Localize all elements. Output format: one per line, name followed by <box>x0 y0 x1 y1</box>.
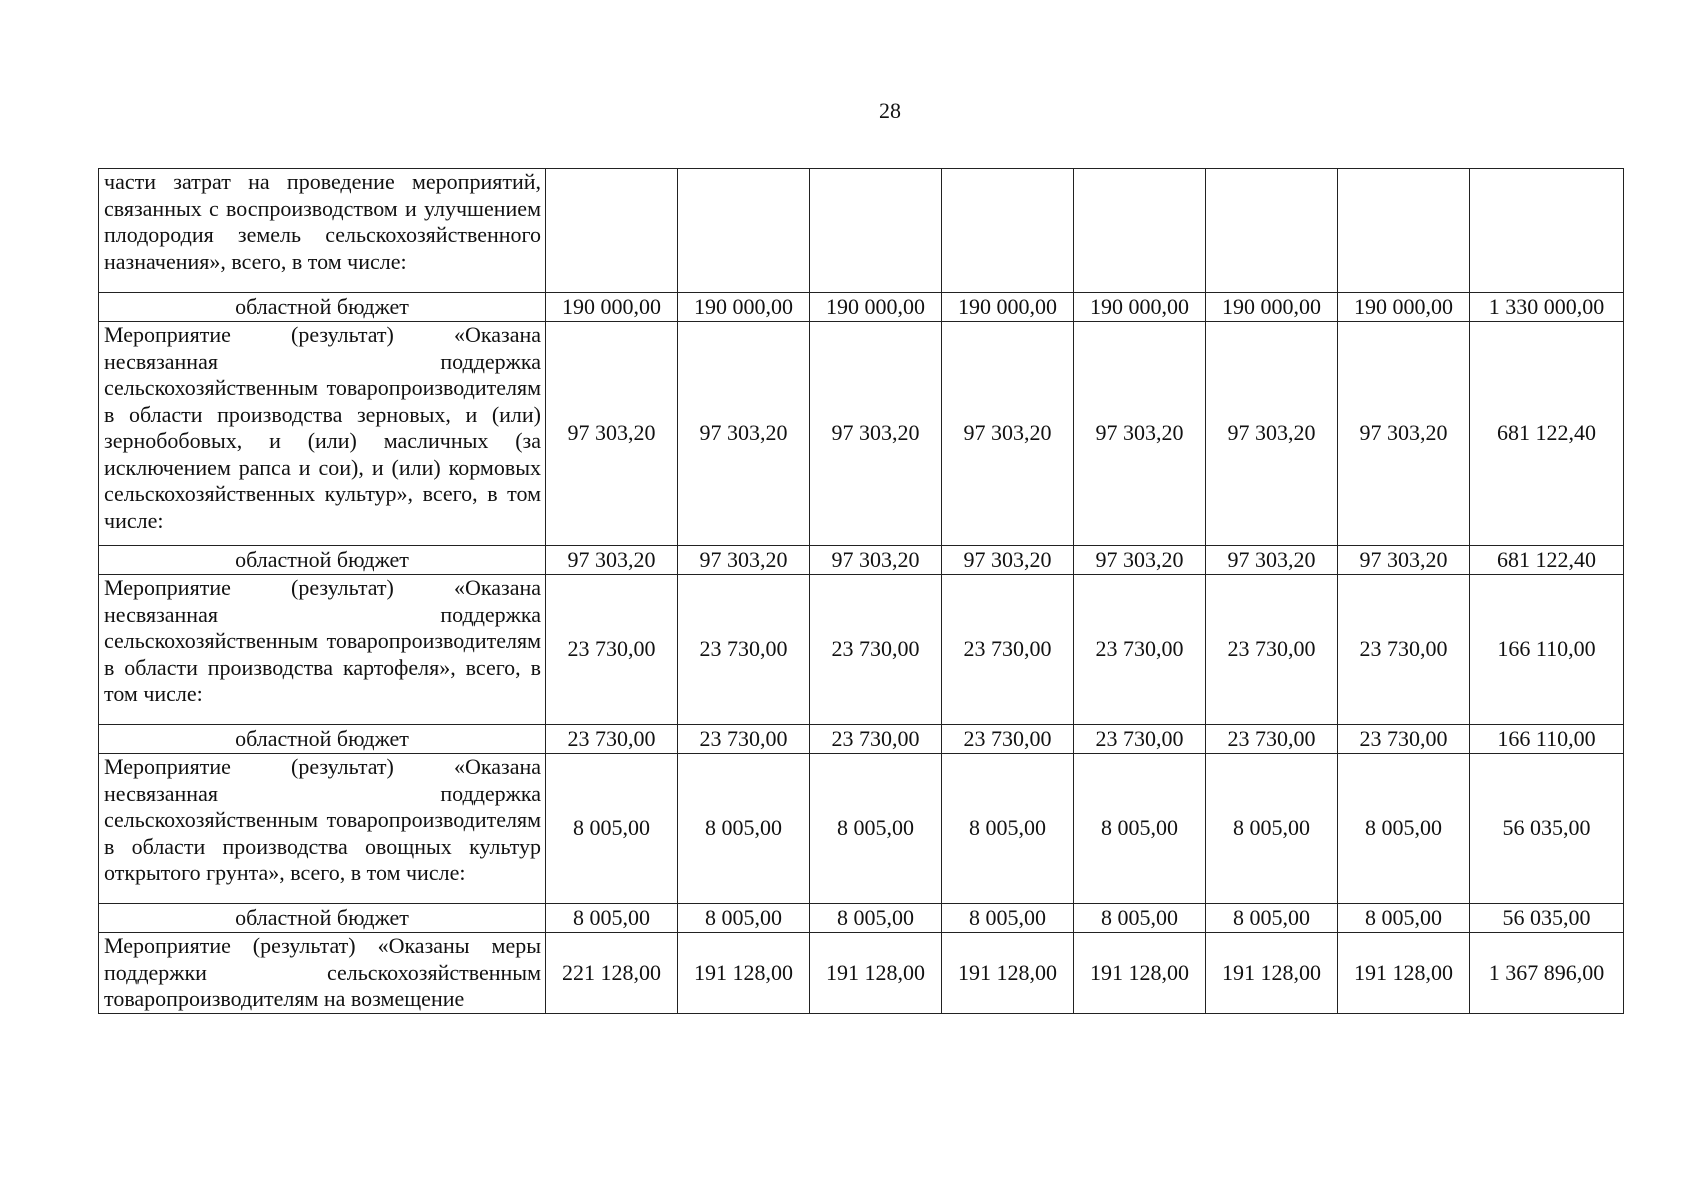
table-row-activity <box>99 754 1624 904</box>
total-value-cell: 1 367 896,00 <box>1470 933 1624 1014</box>
year-value-cell <box>1206 169 1338 293</box>
year-value-cell: 8 005,00 <box>1206 754 1338 904</box>
year-value-cell: 8 005,00 <box>546 754 678 904</box>
table-row-activity <box>99 575 1624 725</box>
year-value-cell <box>678 169 810 293</box>
total-value-cell: 681 122,40 <box>1470 546 1624 575</box>
year-value-cell: 97 303,20 <box>546 546 678 575</box>
year-value-cell: 8 005,00 <box>810 754 942 904</box>
year-value-cell: 23 730,00 <box>1338 725 1470 754</box>
page-number: 28 <box>879 98 901 123</box>
year-value-cell <box>546 169 678 293</box>
year-value-cell: 190 000,00 <box>810 293 942 322</box>
year-value-cell <box>810 169 942 293</box>
activity-description-cell: Мероприятие (результат) «Оказана несвязанная поддержка сельскохозяйственным товаропроизводителям в области производства овощных культур открытого грунта», всего, в том числе: <box>99 754 546 904</box>
year-value-cell <box>1074 169 1206 293</box>
year-value-cell: 97 303,20 <box>942 322 1074 546</box>
funding-source-cell: областной бюджет <box>99 725 546 754</box>
year-value-cell: 23 730,00 <box>546 575 678 725</box>
year-value-cell <box>1338 169 1470 293</box>
funding-source-cell: областной бюджет <box>99 546 546 575</box>
year-value-cell: 23 730,00 <box>1074 575 1206 725</box>
total-value-cell: 681 122,40 <box>1470 322 1624 546</box>
budget-table-body <box>99 169 1624 1014</box>
year-value-cell: 97 303,20 <box>678 546 810 575</box>
year-value-cell: 190 000,00 <box>1206 293 1338 322</box>
year-value-cell <box>942 169 1074 293</box>
year-value-cell: 23 730,00 <box>678 725 810 754</box>
year-value-cell: 97 303,20 <box>1206 322 1338 546</box>
year-value-cell: 97 303,20 <box>1074 546 1206 575</box>
year-value-cell: 190 000,00 <box>942 293 1074 322</box>
year-value-cell: 23 730,00 <box>546 725 678 754</box>
year-value-cell: 191 128,00 <box>1338 933 1470 1014</box>
year-value-cell: 23 730,00 <box>1206 575 1338 725</box>
table-row-activity <box>99 322 1624 546</box>
year-value-cell: 8 005,00 <box>1074 754 1206 904</box>
table-row-regional-budget <box>99 904 1624 933</box>
year-value-cell: 97 303,20 <box>1338 322 1470 546</box>
year-value-cell: 8 005,00 <box>678 904 810 933</box>
year-value-cell: 97 303,20 <box>810 546 942 575</box>
year-value-cell: 23 730,00 <box>942 725 1074 754</box>
year-value-cell: 97 303,20 <box>1206 546 1338 575</box>
year-value-cell: 8 005,00 <box>546 904 678 933</box>
year-value-cell: 191 128,00 <box>942 933 1074 1014</box>
total-value-cell: 166 110,00 <box>1470 575 1624 725</box>
funding-source-cell: областной бюджет <box>99 293 546 322</box>
total-value-cell <box>1470 169 1624 293</box>
year-value-cell: 190 000,00 <box>1338 293 1470 322</box>
table-row-activity <box>99 169 1624 293</box>
year-value-cell: 23 730,00 <box>678 575 810 725</box>
activity-description-cell: Мероприятие (результат) «Оказаны меры поддержки сельскохозяйственным товаропроизводителям на возмещение <box>99 933 546 1014</box>
year-value-cell: 97 303,20 <box>678 322 810 546</box>
year-value-cell: 191 128,00 <box>1074 933 1206 1014</box>
activity-description-cell: Мероприятие (результат) «Оказана несвязанная поддержка сельскохозяйственным товаропроизводителям в области производства картофеля», всего, в том числе: <box>99 575 546 725</box>
total-value-cell: 1 330 000,00 <box>1470 293 1624 322</box>
year-value-cell: 8 005,00 <box>1206 904 1338 933</box>
activity-description-cell: Мероприятие (результат) «Оказана несвязанная поддержка сельскохозяйственным товаропроизводителям в области производства зерновых, и (или) зернобобовых, и (или) масличных (за исключением рапса и сои), и (или) кормовых сельскохозяйственных культур», всего, в том числе: <box>99 322 546 546</box>
year-value-cell: 8 005,00 <box>1338 754 1470 904</box>
total-value-cell: 56 035,00 <box>1470 754 1624 904</box>
year-value-cell: 97 303,20 <box>810 322 942 546</box>
year-value-cell: 190 000,00 <box>678 293 810 322</box>
year-value-cell: 8 005,00 <box>810 904 942 933</box>
year-value-cell: 190 000,00 <box>1074 293 1206 322</box>
year-value-cell: 23 730,00 <box>1074 725 1206 754</box>
year-value-cell: 221 128,00 <box>546 933 678 1014</box>
year-value-cell: 97 303,20 <box>1338 546 1470 575</box>
year-value-cell: 23 730,00 <box>942 575 1074 725</box>
year-value-cell: 97 303,20 <box>1074 322 1206 546</box>
budget-table <box>98 168 1624 1014</box>
year-value-cell: 97 303,20 <box>546 322 678 546</box>
table-row-activity <box>99 933 1624 1014</box>
year-value-cell: 191 128,00 <box>678 933 810 1014</box>
year-value-cell: 8 005,00 <box>678 754 810 904</box>
table-row-regional-budget <box>99 293 1624 322</box>
year-value-cell: 8 005,00 <box>1074 904 1206 933</box>
year-value-cell: 8 005,00 <box>942 904 1074 933</box>
total-value-cell: 166 110,00 <box>1470 725 1624 754</box>
year-value-cell: 23 730,00 <box>1206 725 1338 754</box>
funding-source-cell: областной бюджет <box>99 904 546 933</box>
year-value-cell: 190 000,00 <box>546 293 678 322</box>
total-value-cell: 56 035,00 <box>1470 904 1624 933</box>
activity-description-cell: части затрат на проведение мероприятий, связанных с воспроизводством и улучшением плодородия земель сельскохозяйственного назначения», всего, в том числе: <box>99 169 546 293</box>
year-value-cell: 191 128,00 <box>1206 933 1338 1014</box>
year-value-cell: 23 730,00 <box>810 725 942 754</box>
year-value-cell: 191 128,00 <box>810 933 942 1014</box>
year-value-cell: 8 005,00 <box>1338 904 1470 933</box>
table-row-regional-budget <box>99 725 1624 754</box>
year-value-cell: 97 303,20 <box>942 546 1074 575</box>
table-row-regional-budget <box>99 546 1624 575</box>
year-value-cell: 8 005,00 <box>942 754 1074 904</box>
year-value-cell: 23 730,00 <box>810 575 942 725</box>
year-value-cell: 23 730,00 <box>1338 575 1470 725</box>
